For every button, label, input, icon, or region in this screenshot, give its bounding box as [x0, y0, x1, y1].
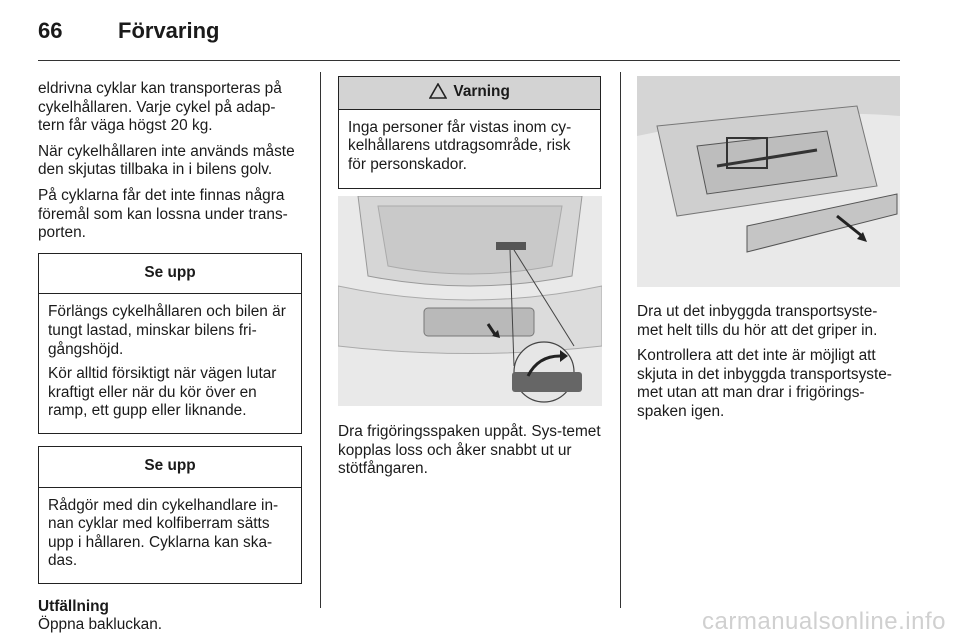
- header-rule: [38, 60, 900, 61]
- column-1: [38, 80, 302, 635]
- warning-triangle-icon: [429, 83, 453, 100]
- subheading-text: Öppna bakluckan.: [38, 616, 163, 634]
- caution-box-2: [38, 446, 302, 584]
- paragraph: eldrivna cyklar kan transporteras på cykelhållaren. Varje cykel på adap-tern får väga högst 20 kg.: [38, 80, 282, 135]
- caution-text: Förlängs cykelhållaren och bilen är tungt lastad, minskar bilens fri-gångshöjd.: [48, 303, 286, 358]
- warning-title: Varning: [453, 83, 510, 100]
- caution-text: Kör alltid försiktigt när vägen lutar kraftigt eller när du kör över en ramp, ett gupp eller liknande.: [48, 365, 277, 420]
- paragraph: Dra ut det inbyggda transportsyste-met helt tills du hör att det griper in.: [637, 303, 878, 339]
- page-number: 66: [38, 18, 63, 43]
- figure-caption-block: [338, 423, 602, 486]
- page-header: [38, 18, 219, 44]
- caution-text: Rådgör med din cykelhandlare in-nan cyklar med kolfiberram sätts upp i hållaren. Cyklarna kan ska-das.: [48, 496, 279, 570]
- column-divider-2: [620, 72, 621, 608]
- figure-release-lever: [338, 196, 602, 406]
- watermark: carmanualsonline.info: [702, 608, 946, 635]
- warning-header: [339, 77, 600, 110]
- figure-caption: Dra frigöringsspaken uppåt. Sys-temet kopplas loss och åker snabbt ut ur stötfångaren.: [338, 423, 601, 478]
- bumper-illustration: [338, 196, 602, 406]
- column-divider-1: [320, 72, 321, 608]
- paragraph: På cyklarna får det inte finnas några föremål som kan lossna under trans-porten.: [38, 186, 288, 242]
- warning-text: Inga personer får vistas inom cy-kelhållarens utdragsområde, risk för personskador.: [348, 118, 572, 173]
- subheading: Utfällning: [38, 597, 109, 615]
- carrier-illustration: [637, 76, 900, 287]
- column-3: [637, 303, 900, 429]
- page-title: Förvaring: [118, 18, 220, 43]
- column-2: [338, 76, 601, 199]
- paragraph: När cykelhållaren inte används måste den skjutas tillbaka in i bilens golv.: [38, 142, 295, 179]
- warning-box: [338, 76, 601, 189]
- figure-transport-system: [637, 76, 900, 287]
- caution-title: Se upp: [39, 447, 301, 488]
- caution-box-1: [38, 253, 302, 434]
- paragraph: Kontrollera att det inte är möjligt att skjuta in det inbyggda transportsyste-met utan att man drar i frigörings-spaken igen.: [637, 347, 892, 420]
- caution-title: Se upp: [39, 254, 301, 295]
